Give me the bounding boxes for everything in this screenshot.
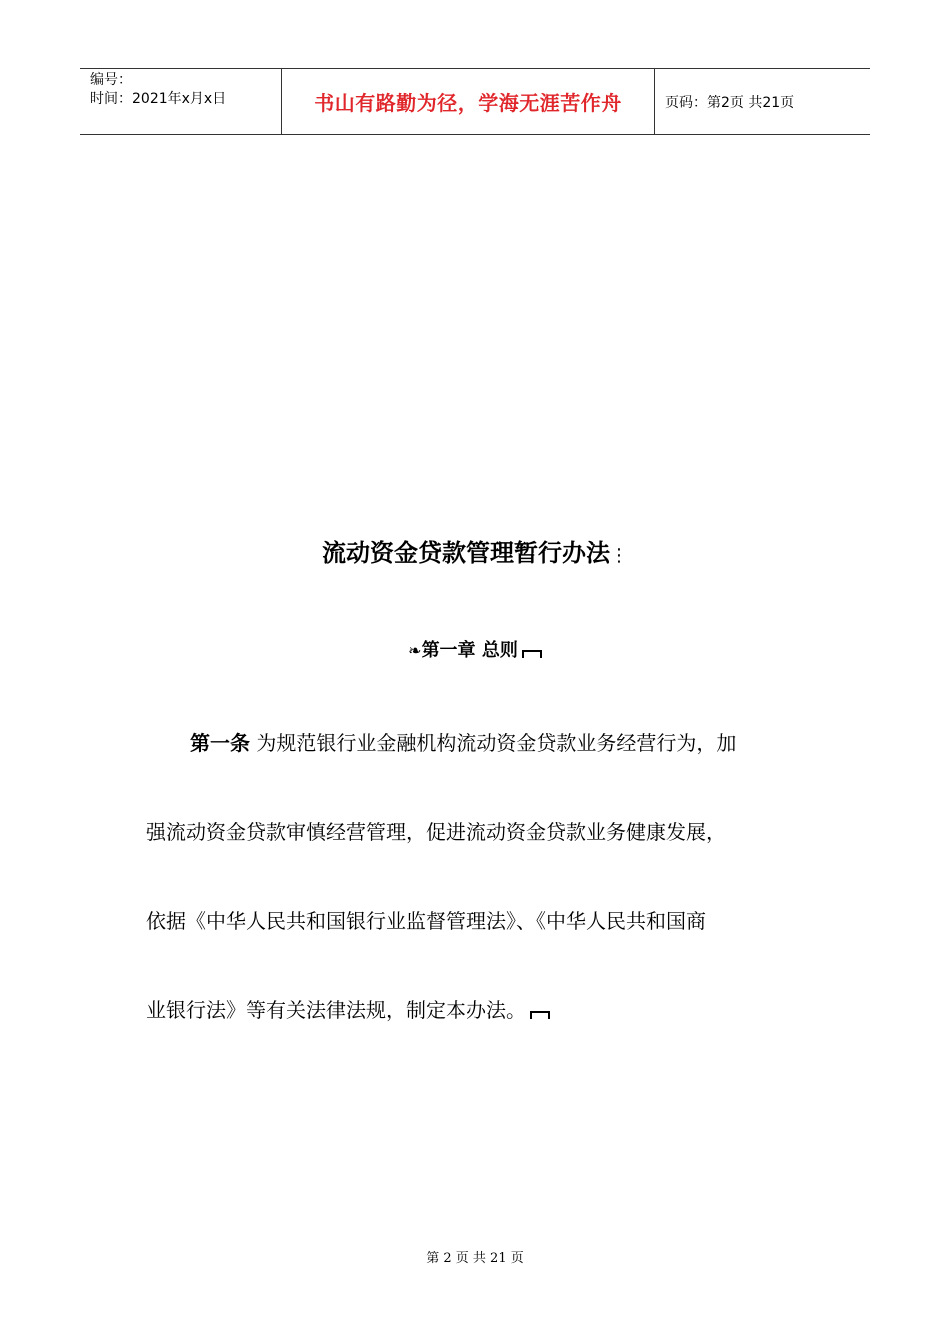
header-motto-cell [282,69,655,134]
page-header [80,68,870,135]
article-line-4 [146,998,811,1022]
header-page-cell [655,69,870,134]
article-text-line-4: 业银行法》等有关法律法规，制定本办法。 [146,998,526,1022]
document-title: 流动资金贷款管理暂行办法 [322,539,610,567]
document-title-block [0,533,950,568]
chapter-heading: 第一章 总则 [421,640,518,661]
header-motto: 书山有路勤为径，学海无涯苦作舟 [314,91,622,115]
page-footer [0,1247,950,1266]
header-page-info: 页码：第2页 共21页 [665,94,795,111]
paragraph-mark-icon [530,1011,550,1019]
article-line-1 [190,731,855,755]
article-line-2 [146,820,811,844]
chapter-heading-block [0,636,950,662]
document-number-label: 编号： [90,72,132,88]
article-line-3 [146,909,811,933]
paragraph-mark-icon [522,650,542,658]
decorative-glyph-icon: ❧ [408,641,422,660]
article-text-line-3: 依据《中华人民共和国银行业监督管理法》、《中华人民共和国商 [146,909,706,933]
article-label: 第一条 [190,731,250,755]
footer-page-number: 第 2 页 共 21 页 [426,1251,524,1266]
article-text-line-1: 为规范银行业金融机构流动资金贷款业务经营行为，加 [256,731,737,755]
document-time-label: 时间：2021年x月x日 [90,91,227,107]
title-colon-mark-icon: ⋮ [610,545,628,566]
article-text-line-2: 强流动资金贷款审慎经营管理，促进流动资金贷款业务健康发展， [146,820,726,844]
header-meta-cell [80,69,282,134]
